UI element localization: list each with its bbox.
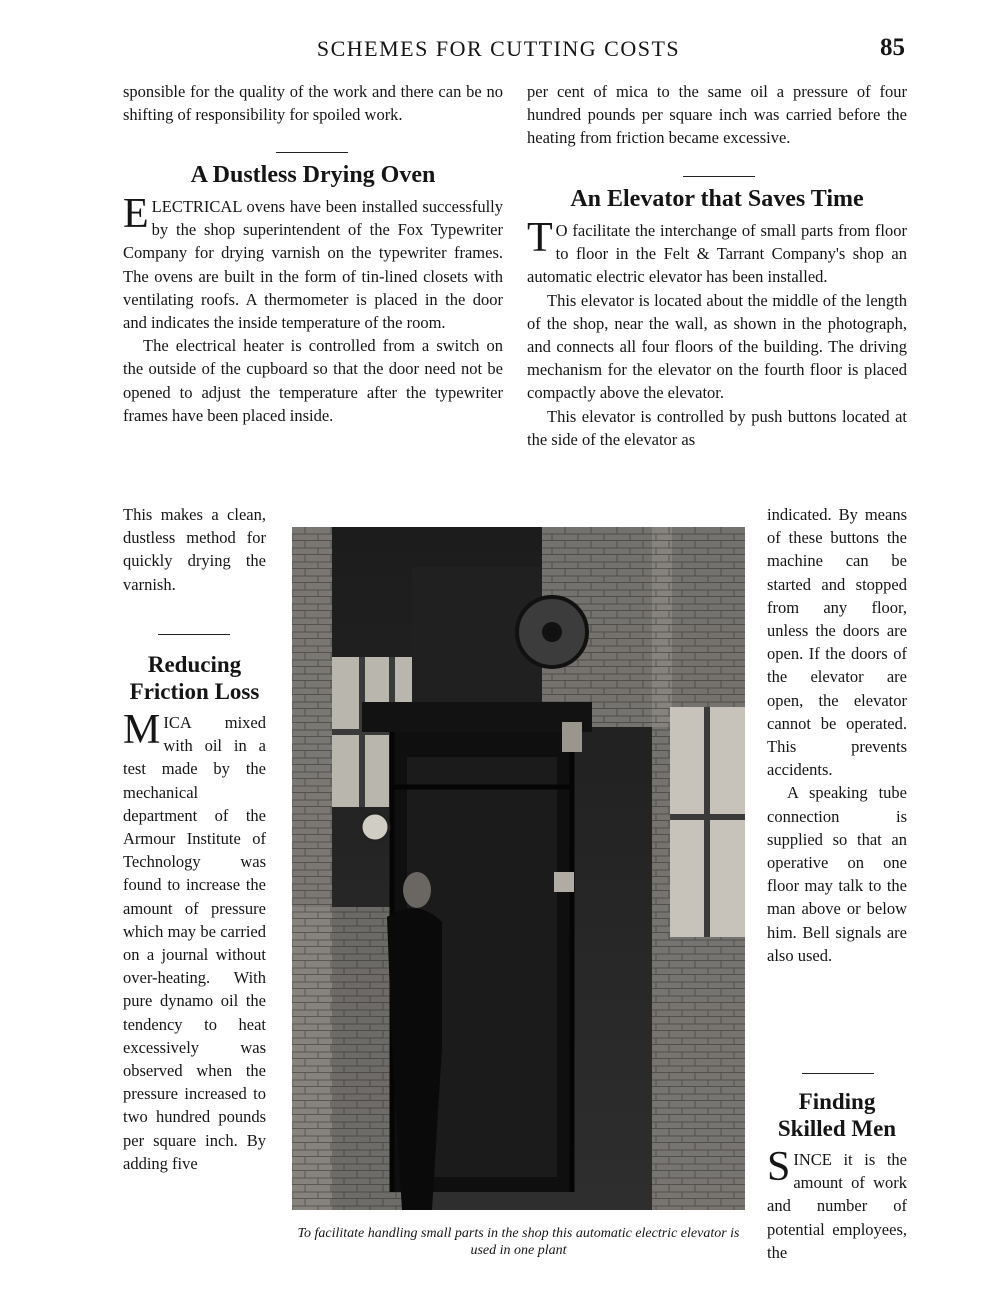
section-paragraph-tail: This makes a clean, dustless method for quickly drying the varnish. (123, 505, 266, 594)
section-title-line: Friction Loss (129, 679, 260, 704)
section-paragraph: This elevator is located about the middle of the length of the shop, near the wall, as shown in the photograph, and connects all four floors of the building. The driving mechanism for the elevator on the fourth floor is placed compactly above the elevator. (527, 290, 907, 403)
section-skilled-men (767, 1088, 907, 1264)
paragraph-text: O facilitate the interchange of small parts from floor to floor in the Felt & Tarrant Company's shop an automatic electric elevator has been installed. (527, 221, 907, 287)
divider-rule (683, 176, 755, 177)
paragraph-text: ICA mixed with oil in a test made by the mechanical department of the Armour Institute of Technology was found to increase the amount of pressure which may be carried on a journal without over-heating. With pure dynamo oil the tendency to heat excessively was observed when the pressure increased to two hundred pounds per square inch. By adding five (123, 713, 266, 1173)
section-friction-loss (123, 651, 266, 1175)
section-paragraph-tail: indicated. By means of these buttons the machine can be started and stopped from any floor, unless the doors are open. If the doors of the elevator are open, the elevator cannot be operated. This prevents accidents. (767, 505, 907, 780)
section-paragraph: The electrical heater is controlled from a switch on the outside of the cupboard so that the door need not be opened to adjust the temperature after the typewriter frames have been placed inside. (123, 336, 503, 425)
section-paragraph (527, 215, 907, 289)
drop-cap: E (123, 191, 149, 237)
running-head: SCHEMES FOR CUTTING COSTS (316, 36, 681, 61)
section-title-line: Reducing (147, 652, 242, 677)
section-paragraph (123, 191, 503, 334)
left-column-narrow (123, 503, 266, 596)
section-title: An Elevator that Saves Time (570, 186, 864, 212)
divider-rule (158, 634, 230, 635)
section-elevator (527, 186, 907, 451)
section-title: A Dustless Drying Oven (190, 162, 436, 188)
section-title-line: Finding (798, 1089, 876, 1114)
divider-rule (276, 152, 348, 153)
section-paragraph (123, 707, 266, 1175)
left-column-top (123, 80, 503, 126)
divider-rule (802, 1073, 874, 1074)
drop-cap: M (123, 707, 161, 753)
drop-cap: S (767, 1144, 791, 1190)
photo-caption: To facilitate handling small parts in the shop this automatic electric elevator is used in one plant (297, 1226, 740, 1258)
right-column-narrow (767, 503, 907, 967)
section-title-line: Skilled Men (777, 1116, 897, 1141)
paragraph-text: LECTRICAL ovens have been installed successfully by the shop superintendent of the Fox Typewriter Company for drying varnish on the typewriter frames. The ovens are built in the form of tin-lined closets with ventilating roofs. A thermometer is placed in the door and indicates the inside temperature of the room. (123, 197, 503, 333)
section-dustless-oven (123, 162, 503, 427)
section-paragraph: A speaking tube connection is supplied so that an operative on one floor may talk to the man above or below him. Bell signals are also used. (767, 783, 907, 965)
section-paragraph (767, 1144, 907, 1264)
paragraph-text: INCE it is the amount of work and number of potential employees, the (767, 1150, 907, 1262)
right-continued-paragraph: per cent of mica to the same oil a pressure of four hundred pounds per square inch was carried before the heating from friction became excessive. (527, 82, 907, 148)
section-paragraph: This elevator is controlled by push buttons located at the side of the elevator as (527, 406, 907, 449)
elevator-photograph (292, 527, 745, 1210)
page-number: 85 (880, 34, 905, 61)
elevator-photo-illustration (292, 527, 745, 1210)
left-continued-paragraph: sponsible for the quality of the work and there can be no shifting of responsibility for spoiled work. (123, 82, 503, 125)
drop-cap: T (527, 215, 553, 261)
right-column-top (527, 80, 907, 150)
